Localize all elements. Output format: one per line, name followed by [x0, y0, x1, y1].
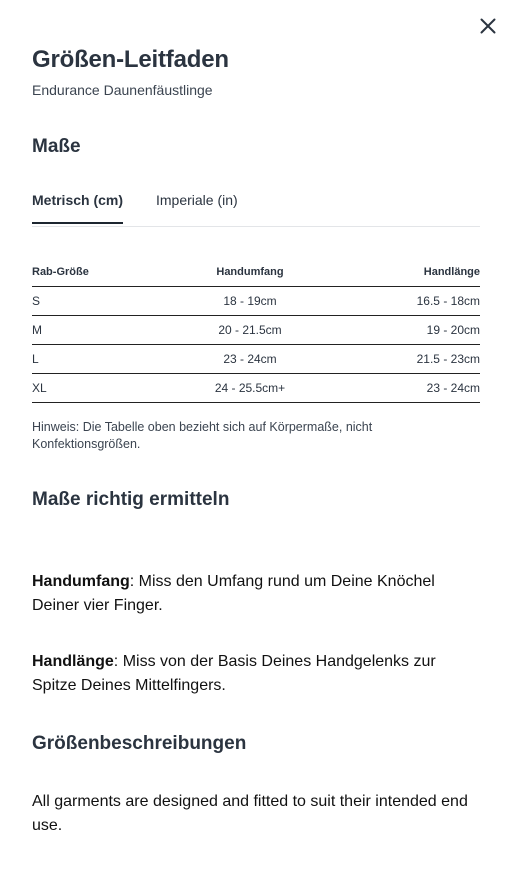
size-table [32, 257, 480, 403]
table-cell: M [32, 316, 152, 345]
table-cell: 24 - 25.5cm+ [152, 374, 348, 403]
column-header-hand-circumference: Handumfang [152, 257, 348, 287]
table-cell: 23 - 24cm [348, 374, 480, 403]
instruction-text: : Miss den Umfang rund um Deine Knöchel Deiner vier Finger. [32, 573, 435, 614]
how-to-measure-heading: Maße richtig ermitteln [32, 489, 230, 510]
table-row [32, 316, 480, 345]
measures-heading: Maße [32, 136, 81, 157]
table-row [32, 287, 480, 316]
table-row [32, 345, 480, 374]
table-row [32, 374, 480, 403]
instruction-text: : Miss von der Basis Deines Handgelenks zur Spitze Deines Mittelfingers. [32, 653, 436, 694]
page-title: Größen-Leitfaden [32, 46, 229, 73]
table-cell: 18 - 19cm [152, 287, 348, 316]
table-cell: 23 - 24cm [152, 345, 348, 374]
table-cell: 20 - 21.5cm [152, 316, 348, 345]
column-header-size: Rab-Größe [32, 257, 152, 287]
tab-imperial[interactable]: Imperiale (in) [156, 192, 238, 208]
close-icon [480, 18, 496, 39]
table-cell: L [32, 345, 152, 374]
size-descriptions-text: All garments are designed and fitted to suit their intended end use. [32, 793, 468, 834]
close-button[interactable] [477, 17, 499, 39]
table-cell: XL [32, 374, 152, 403]
table-cell: 19 - 20cm [348, 316, 480, 345]
table-cell: 16.5 - 18cm [348, 287, 480, 316]
instruction-term: Handumfang [32, 573, 130, 590]
hand-circumference-instruction [32, 570, 480, 618]
unit-tabs [32, 186, 480, 227]
size-descriptions-heading: Größenbeschreibungen [32, 733, 247, 754]
product-name: Endurance Daunenfäustlinge [32, 82, 213, 98]
table-cell: 21.5 - 23cm [348, 345, 480, 374]
table-cell: S [32, 287, 152, 316]
table-note: Hinweis: Die Tabelle oben bezieht sich auf Körpermaße, nicht Konfektionsgrößen. [32, 420, 373, 451]
hand-length-instruction [32, 650, 480, 698]
table-header-row [32, 257, 480, 287]
column-header-hand-length: Handlänge [348, 257, 480, 287]
instruction-term: Handlänge [32, 653, 114, 670]
tab-metric[interactable]: Metrisch (cm) [32, 192, 123, 224]
